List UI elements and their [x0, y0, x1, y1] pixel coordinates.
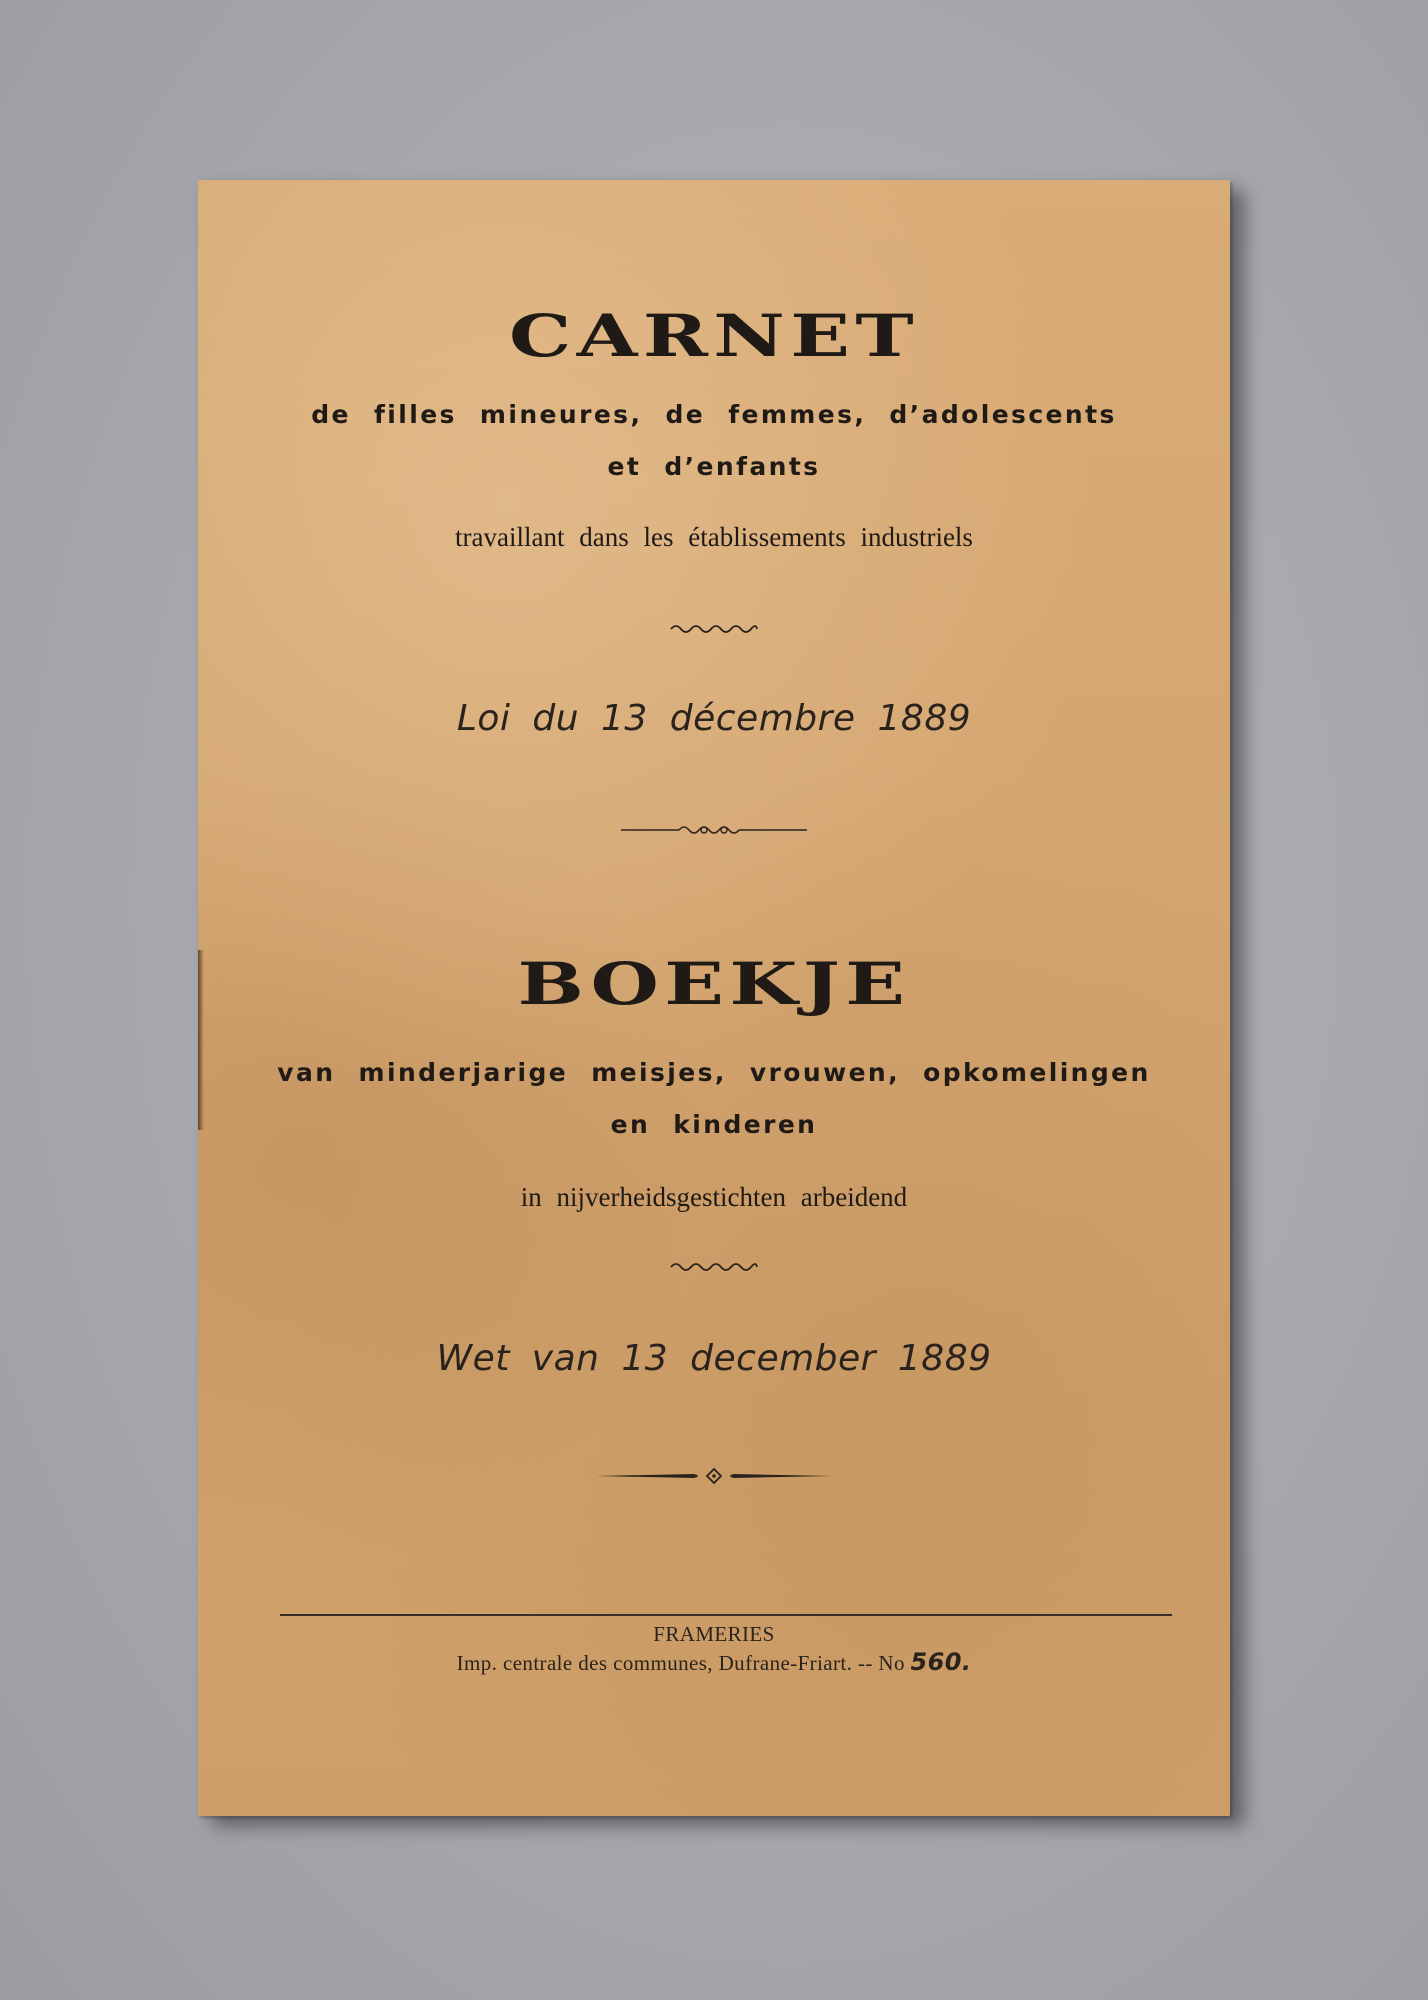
- booklet-cover: [198, 180, 1230, 1816]
- wavy-ornament-icon: [198, 622, 1230, 636]
- law-date-nl: Wet van 13 december 1889: [436, 1338, 992, 1379]
- printer-number: 560.: [910, 1648, 972, 1676]
- wavy-ornament-icon-2: [198, 1260, 1230, 1274]
- subtitle-nl-line-2: en kinderen: [610, 1110, 818, 1139]
- footer-rule: [280, 1614, 1172, 1616]
- printer-imprint: [198, 1648, 1230, 1676]
- subtitle-nl-line-1: van minderjarige meisjes, vrouwen, opkomelingen: [277, 1058, 1151, 1087]
- title-boekje: BOEKJE: [517, 950, 911, 1018]
- printer-line: Imp. centrale des communes, Dufrane-Friart. -- No: [456, 1651, 905, 1675]
- subtitle-nl-line-3: in nijverheidsgestichten arbeidend: [520, 1182, 908, 1212]
- printer-city: FRAMERIES: [653, 1622, 775, 1646]
- subtitle-fr-line-2: et d’enfants: [607, 452, 821, 481]
- diamond-rule-ornament-icon: [198, 1466, 1230, 1486]
- law-date-fr: Loi du 13 décembre 1889: [456, 698, 972, 739]
- subtitle-fr-line-3: travaillant dans les établissements industriels: [455, 522, 973, 552]
- scroll-ornament-icon: [198, 820, 1230, 840]
- subtitle-fr-line-1: de filles mineures, de femmes, d’adolescents: [311, 400, 1117, 429]
- title-carnet: CARNET: [508, 302, 920, 370]
